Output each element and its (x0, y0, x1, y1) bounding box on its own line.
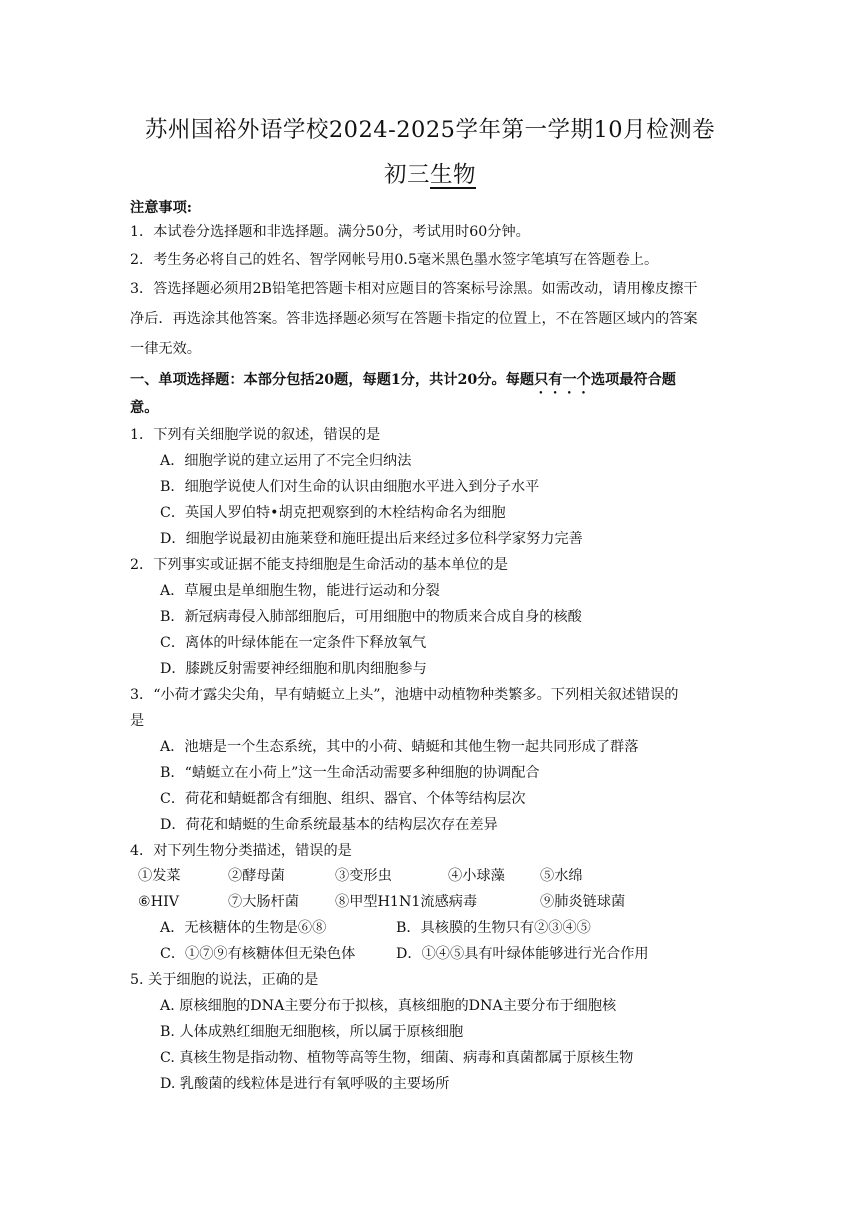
exam-subtitle (0, 157, 860, 189)
exam-title: 苏州国裕外语学校2024-2025学年第一学期10月检测卷 (144, 117, 716, 143)
q4-organism-item: ⑥HIV (138, 894, 179, 910)
q5-option-d: D. 乳酸菌的线粒体是进行有氧呼吸的主要场所 (160, 1076, 450, 1092)
q1-option-b: B．细胞学说使人们对生命的认识由细胞水平进入到分子水平 (160, 479, 540, 495)
q1-option-a: A．细胞学说的建立运用了不完全归纳法 (160, 453, 412, 469)
section1-heading (130, 370, 740, 397)
q2-option-c: C．离体的叶绿体能在一定条件下释放氧气 (160, 635, 427, 651)
q3-stem-line-1: 3．“小荷才露尖尖角，早有蜻蜓立上头”，池塘中动植物种类繁多。下列相关叙述错误的 (130, 687, 679, 703)
subtitle-grade: 初三 (383, 162, 430, 188)
q4-organism-item: ②酵母菌 (228, 868, 285, 884)
q3-stem-line-2: 是 (130, 713, 145, 729)
q2-option-b: B．新冠病毒侵入肺部细胞后，可用细胞中的物质来合成自身的核酸 (160, 609, 582, 625)
q4-option-a: A．无核糖体的生物是⑥⑧ (160, 920, 327, 936)
note-2: 2．考生务必将自己的姓名、智学网帐号用0.5毫米黑色墨水签字笔填写在答题卷上。 (130, 252, 659, 268)
section1-heading-line2: 意。 (130, 400, 159, 416)
q4-organism-item: ①发菜 (138, 868, 181, 884)
q4-option-b: B．具核膜的生物只有②③④⑤ (396, 920, 591, 936)
q4-organism-item: ④小球藻 (448, 868, 505, 884)
q5-stem: 5. 关于细胞的说法，正确的是 (130, 972, 319, 988)
q2-stem: 2．下列事实或证据不能支持细胞是生命活动的基本单位的是 (130, 557, 508, 573)
q1-option-c: C．英国人罗伯特•胡克把观察到的木栓结构命名为细胞 (160, 505, 506, 521)
notes-heading: 注意事项: (130, 200, 192, 216)
q4-organism-item: ⑦大肠杆菌 (228, 894, 299, 910)
q5-option-b: B. 人体成熟红细胞无细胞核，所以属于原核细胞 (160, 1024, 464, 1040)
q4-option-d: D．①④⑤具有叶绿体能够进行光合作用 (396, 946, 649, 962)
note-3-line-1: 3．答选择题必须用2B铅笔把答题卡相对应题目的答案标号涂黑。如需改动，请用橡皮擦干 (130, 281, 698, 297)
note-3-line-2: 净后．再选涂其他答案。答非选择题必须写在答题卡指定的位置上，不在答题区域内的答案 (130, 311, 698, 327)
q4-organism-item: ⑧甲型H1N1流感病毒 (335, 894, 478, 910)
note-3-line-3: 一律无效。 (130, 341, 201, 357)
q4-option-c: C．①⑦⑨有核糖体但无染色体 (160, 946, 356, 962)
section1-heading-b: 选项最符合题 (590, 372, 676, 388)
q4-organism-item: ③变形虫 (335, 868, 392, 884)
q4-organism-item: ⑨肺炎链球菌 (540, 894, 626, 910)
q2-option-d: D．膝跳反射需要神经细胞和肌肉细胞参与 (160, 661, 427, 677)
section1-heading-a: 一、单项选择题：本部分包括20题，每题1分，共计20分。每题 (130, 372, 535, 388)
q4-stem: 4．对下列生物分类描述，错误的是 (130, 843, 352, 859)
q4-organism-item: ⑤水绵 (540, 868, 583, 884)
q3-option-d: D．荷花和蜻蜓的生命系统最基本的结构层次存在差异 (160, 817, 498, 833)
q3-option-b: B．“蜻蜓立在小荷上”这一生命活动需要多种细胞的协调配合 (160, 765, 540, 781)
q2-option-a: A．草履虫是单细胞生物，能进行运动和分裂 (160, 583, 440, 599)
q1-option-d: D．细胞学说最初由施莱登和施旺提出后来经过多位科学家努力完善 (160, 531, 583, 547)
q5-option-a: A. 原核细胞的DNA主要分布于拟核，真核细胞的DNA主要分布于细胞核 (160, 998, 617, 1014)
q3-option-c: C．荷花和蜻蜓都含有细胞、组织、器官、个体等结构层次 (160, 791, 526, 807)
q3-option-a: A．池塘是一个生态系统，其中的小荷、蜻蜓和其他生物一起共同形成了群落 (160, 739, 639, 755)
section1-heading-emphasis: 只有一个 (534, 372, 591, 388)
subtitle-subject: 生物 (430, 162, 477, 188)
q1-stem: 1．下列有关细胞学说的叙述，错误的是 (130, 427, 381, 443)
note-1: 1．本试卷分选择题和非选择题。满分50分，考试用时60分钟。 (130, 224, 530, 240)
q5-option-c: C. 真核生物是指动物、植物等高等生物，细菌、病毒和真菌都属于原核生物 (160, 1050, 634, 1066)
